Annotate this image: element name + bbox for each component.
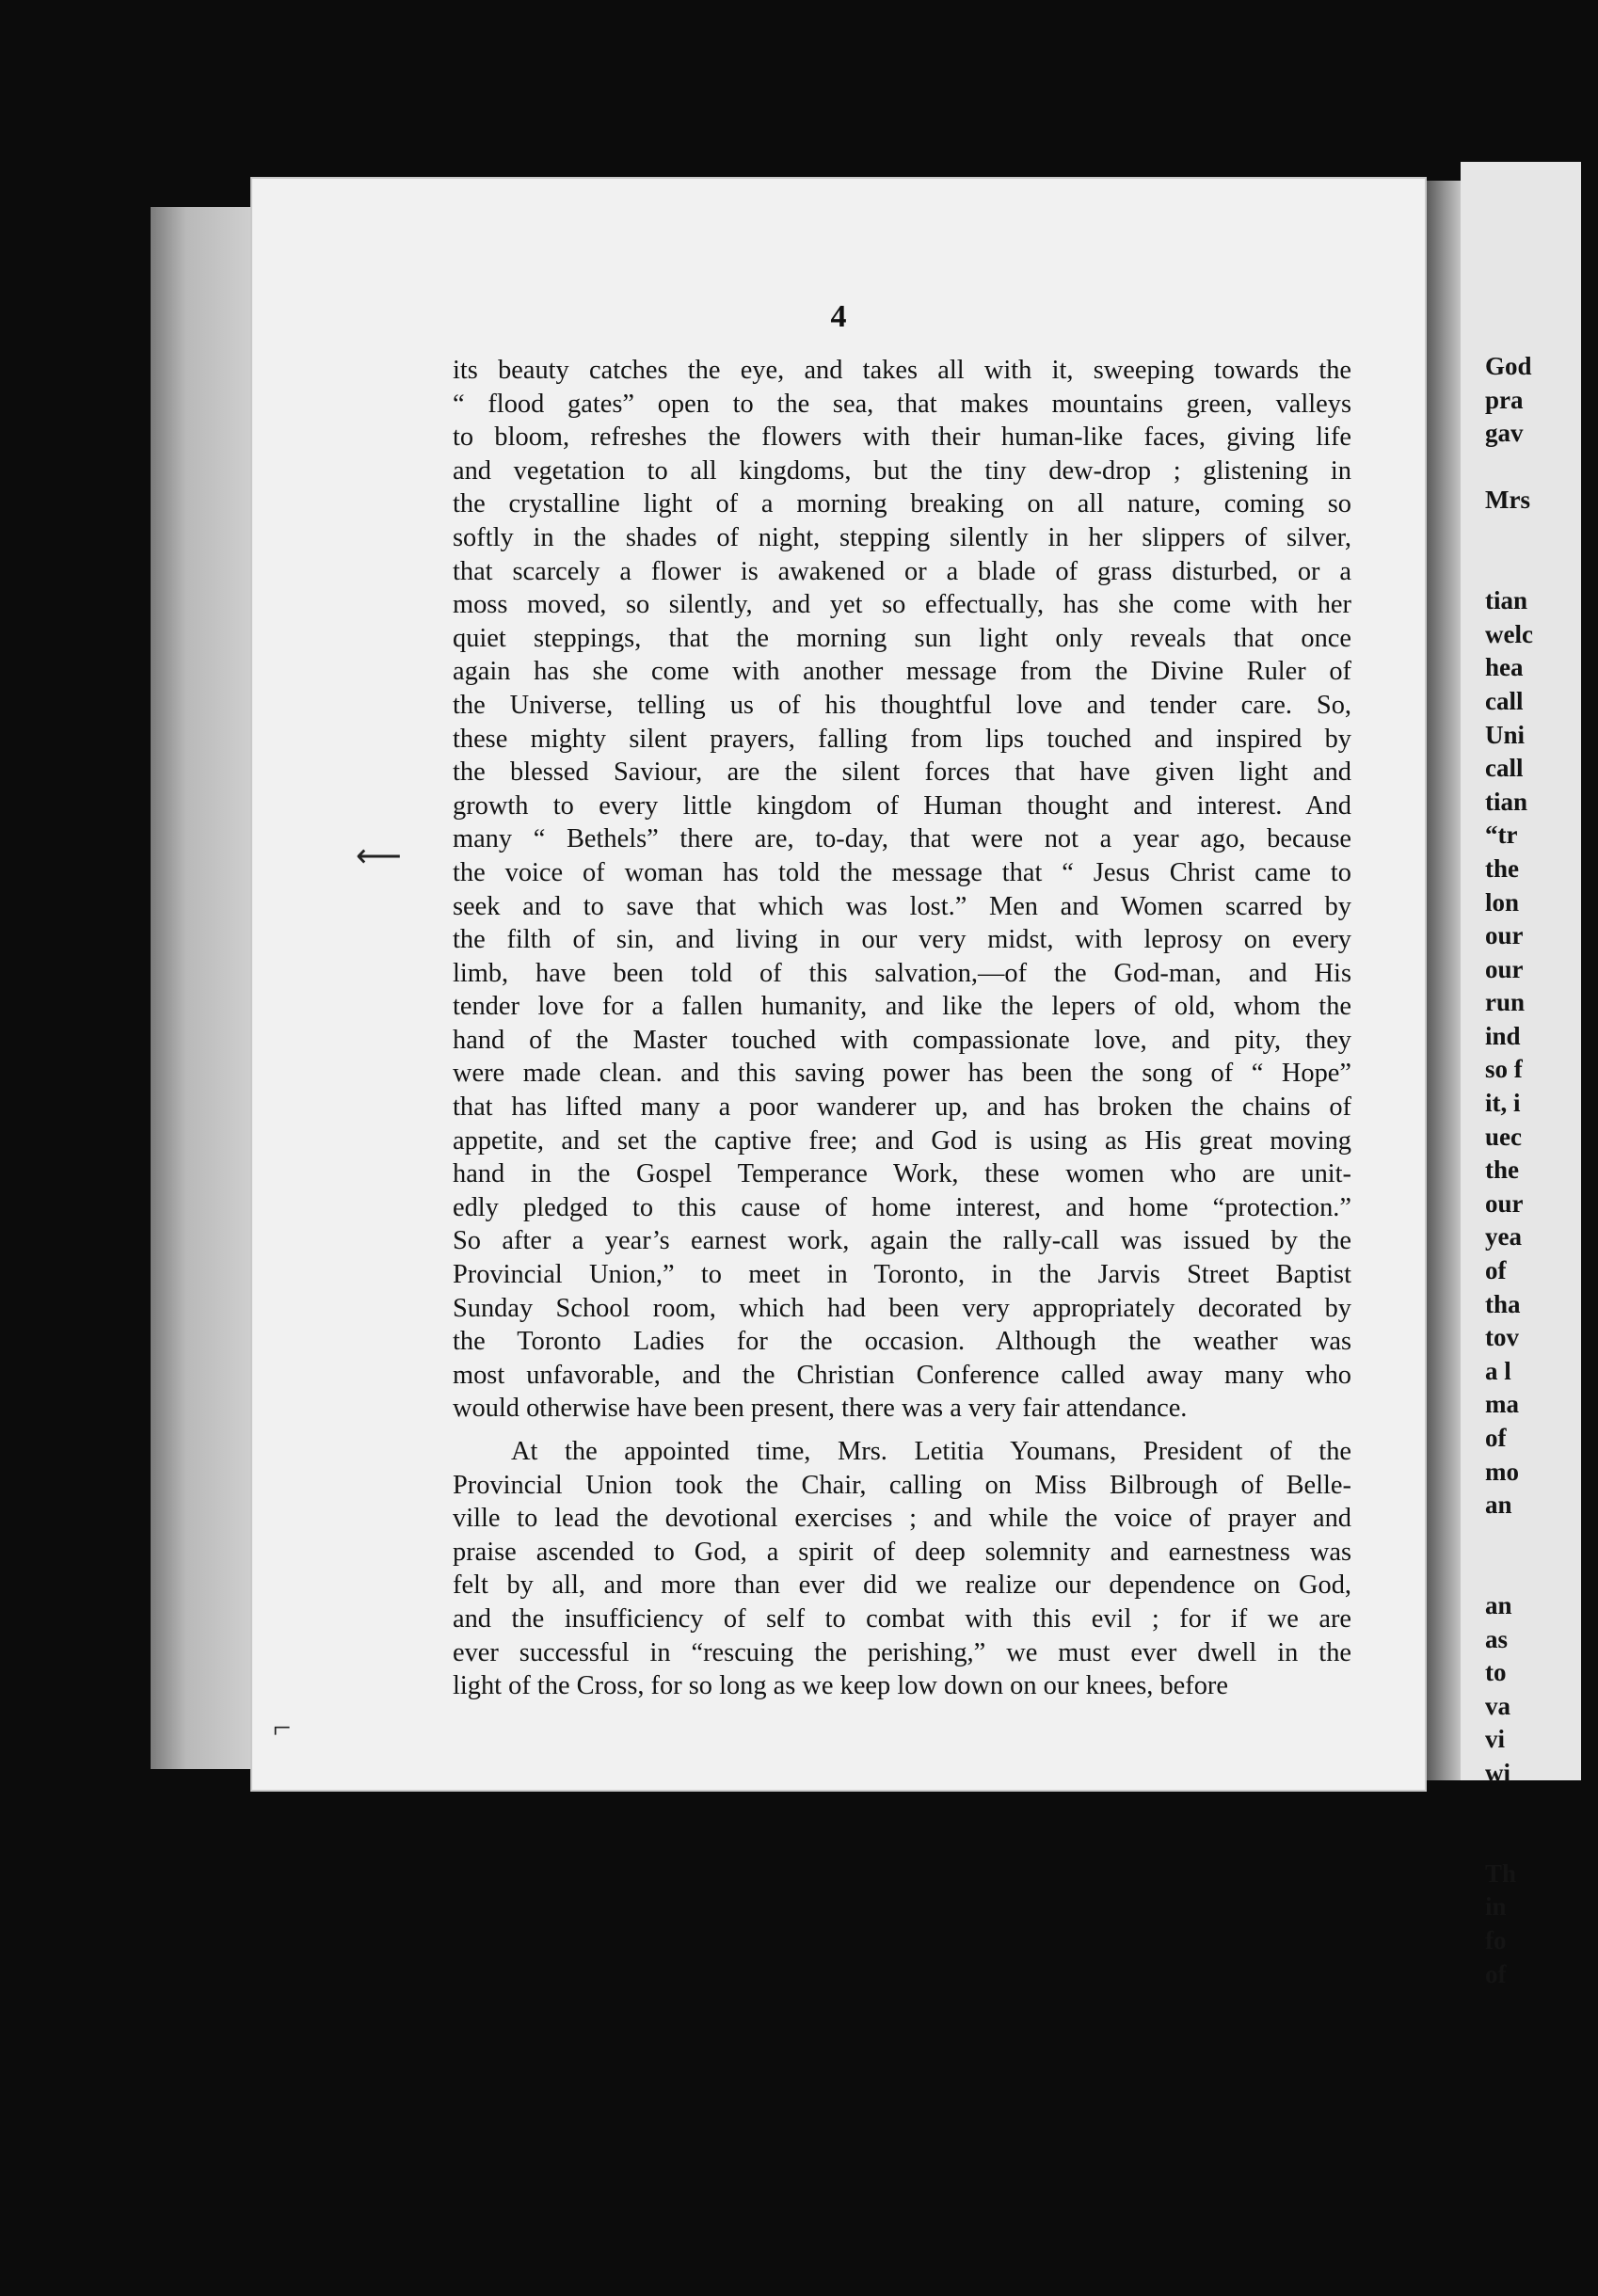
adjacent-text-fragment: pra [1485, 385, 1524, 414]
adjacent-text-fragment: yea [1485, 1222, 1522, 1252]
text-line: So after a year’s earnest work, again the rally-call was issued by the [453, 1226, 1351, 1256]
text-line: “ flood gates” open to the sea, that makes mountains green, valleys [453, 389, 1351, 419]
text-line: the crystalline light of a morning breaking on all nature, coming so [453, 489, 1351, 519]
page-number: 4 [830, 299, 847, 334]
text-line: the Toronto Ladies for the occasion. Although the weather was [453, 1327, 1351, 1357]
text-line: limb, have been told of this salvation,—of the God-man, and His [453, 958, 1351, 988]
text-line: seek and to save that which was lost.” Men and Women scarred by [453, 891, 1351, 921]
text-line: hand in the Gospel Temperance Work, these women who are unit- [453, 1159, 1351, 1189]
document-page [250, 177, 1427, 1792]
text-line: the blessed Saviour, are the silent forces that have given light and [453, 757, 1351, 788]
adjacent-text-fragment: tov [1485, 1323, 1519, 1352]
adjacent-text-fragment: a l [1485, 1356, 1511, 1385]
adjacent-text-fragment: fo [1485, 1925, 1507, 1954]
adjacent-text-fragment: of [1485, 1424, 1507, 1452]
adjacent-text-fragment: tian [1485, 586, 1528, 615]
text-line: these mighty silent prayers, falling from lips touched and inspired by [453, 724, 1351, 754]
adjacent-text-fragment: in [1485, 1892, 1507, 1921]
adjacent-text-fragment: our [1485, 921, 1524, 950]
adjacent-text-fragment [1485, 551, 1598, 585]
text-line: would otherwise have been present, there was a very fair attendance. [453, 1394, 1188, 1424]
adjacent-text-fragment: God [1485, 352, 1532, 380]
text-line: and vegetation to all kingdoms, but the tiny dew-drop ; glistening in [453, 455, 1351, 486]
left-margin-strip [151, 207, 252, 1769]
adjacent-text-fragment: ma [1485, 1390, 1519, 1419]
adjacent-text-fragment: an [1485, 1590, 1512, 1619]
text-line: its beauty catches the eye, and takes all with it, sweeping towards the [453, 356, 1351, 385]
page-gutter [1427, 181, 1461, 1780]
body-text [453, 354, 1351, 1703]
adjacent-text-fragment: call [1485, 686, 1524, 715]
adjacent-text-fragment: the [1485, 1156, 1519, 1185]
adjacent-text-fragment [1485, 1824, 1598, 1858]
adjacent-text-fragment: vi [1485, 1725, 1506, 1754]
text-line: again has she come with another message from the Divine Ruler of [453, 657, 1351, 687]
adjacent-text-fragment: va [1485, 1691, 1510, 1720]
adjacent-text-fragment: of [1485, 1959, 1507, 1988]
adjacent-text-fragment: run [1485, 988, 1526, 1017]
adjacent-text-fragment: to [1485, 1658, 1507, 1687]
text-line: Provincial Union,” to meet in Toronto, in the Jarvis Street Baptist [453, 1260, 1351, 1290]
text-line: Provincial Union took the Chair, calling on Miss Bilbrough of Belle- [453, 1470, 1351, 1500]
text-line: the filth of sin, and living in our very midst, with leprosy on every [453, 925, 1351, 955]
text-line: were made clean. and this saving power has been the song of “ Hope” [453, 1059, 1351, 1089]
adjacent-page [1461, 162, 1581, 1988]
adjacent-text-fragment: tha [1485, 1289, 1521, 1318]
margin-pen-mark: ⟵ [356, 839, 402, 874]
margin-pen-mark: ⌐ [273, 1711, 292, 1746]
text-line: and the insufficiency of self to combat with this evil ; for if we are [453, 1603, 1351, 1634]
text-line: that has lifted many a poor wanderer up, and has broken the chains of [453, 1092, 1351, 1123]
adjacent-text-fragment: uec [1485, 1122, 1522, 1151]
text-line: quiet steppings, that the morning sun light only reveals that once [453, 623, 1351, 653]
text-line: softly in the shades of night, stepping silently in her slippers of silver, [453, 522, 1351, 552]
adjacent-text-fragment: our [1485, 1188, 1524, 1218]
adjacent-text-fragment: lon [1485, 887, 1520, 917]
adjacent-text-fragment [1485, 1555, 1598, 1589]
adjacent-text-fragment [1485, 1791, 1598, 1825]
adjacent-text-fragment: an [1485, 1491, 1512, 1520]
adjacent-text-fragment: Uni [1485, 720, 1526, 749]
adjacent-text-fragment [1485, 451, 1598, 485]
text-line: At the appointed time, Mrs. Letitia Youmans, President of the [511, 1437, 1351, 1466]
text-line: the Universe, telling us of his thoughtful love and tender care. So, [453, 690, 1351, 720]
adjacent-text-fragment: as [1485, 1624, 1509, 1653]
text-line: ville to lead the devotional exercises ; and while the voice of prayer and [453, 1504, 1351, 1534]
text-line: felt by all, and more than ever did we realize our dependence on God, [453, 1571, 1351, 1601]
text-line: growth to every little kingdom of Human thought and interest. And [453, 790, 1351, 821]
adjacent-text-fragment: tian [1485, 787, 1528, 816]
text-line: ever successful in “rescuing the perishing,” we must ever dwell in the [453, 1637, 1351, 1667]
adjacent-text-fragment: call [1485, 754, 1524, 783]
adjacent-text-fragment: mo [1485, 1457, 1519, 1486]
adjacent-text-fragment: “tr [1485, 821, 1518, 850]
text-line: praise ascended to God, a spirit of deep solemnity and earnestness was [453, 1537, 1351, 1567]
text-line: to bloom, refreshes the flowers with their human-like faces, giving life [453, 423, 1351, 453]
text-line: most unfavorable, and the Christian Conference called away many who [453, 1360, 1351, 1390]
text-line: that scarcely a flower is awakened or a blade of grass disturbed, or a [453, 556, 1351, 586]
adjacent-page-text [1485, 350, 1598, 1991]
adjacent-text-fragment: hea [1485, 653, 1524, 682]
text-line: many “ Bethels” there are, to-day, that were not a year ago, because [453, 824, 1351, 854]
text-line: appetite, and set the captive free; and God is using as His great moving [453, 1125, 1351, 1156]
text-line: light of the Cross, for so long as we keep low down on our knees, before [453, 1671, 1228, 1701]
text-line: tender love for a fallen humanity, and like the lepers of old, whom the [453, 992, 1351, 1022]
adjacent-text-fragment: Th [1485, 1858, 1517, 1888]
adjacent-text-fragment: our [1485, 954, 1524, 983]
text-line: hand of the Master touched with compassionate love, and pity, they [453, 1025, 1351, 1055]
text-line: edly pledged to this cause of home interest, and home “protection.” [453, 1192, 1351, 1222]
paragraph-gap [453, 1426, 1351, 1435]
adjacent-text-fragment [1485, 1523, 1598, 1556]
text-line: Sunday School room, which had been very appropriately decorated by [453, 1293, 1351, 1323]
text-line: moss moved, so silently, and yet so effectually, has she come with her [453, 590, 1351, 620]
adjacent-text-fragment [1485, 518, 1598, 551]
adjacent-text-fragment: so f [1485, 1055, 1523, 1084]
adjacent-text-fragment: welc [1485, 619, 1533, 648]
adjacent-text-fragment: of [1485, 1256, 1507, 1285]
adjacent-text-fragment: Mrs [1485, 486, 1530, 515]
adjacent-text-fragment: it, i [1485, 1089, 1521, 1118]
adjacent-text-fragment: gav [1485, 419, 1524, 448]
text-line: the voice of woman has told the message that “ Jesus Christ came to [453, 857, 1351, 887]
adjacent-text-fragment: the [1485, 853, 1519, 883]
adjacent-text-fragment: ind [1485, 1021, 1521, 1050]
adjacent-text-fragment: wi [1485, 1758, 1510, 1787]
